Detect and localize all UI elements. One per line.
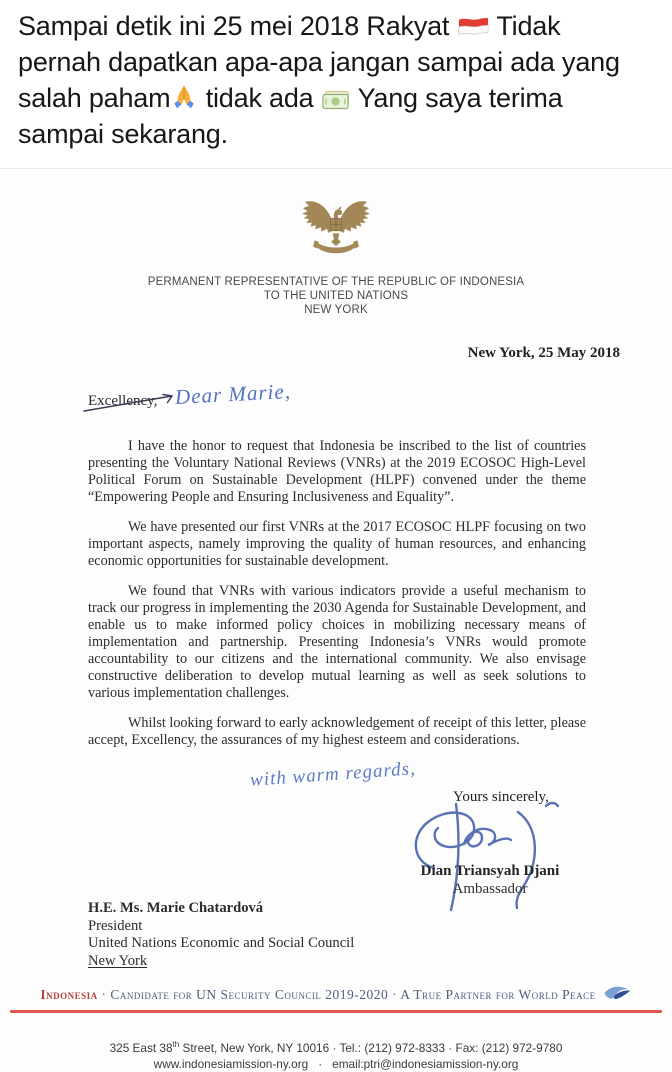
- dollar-banknote-icon: [321, 89, 351, 111]
- banner-slogan: · Candidate for UN Security Council 2019-2020 · A True Partner for World Peace: [97, 987, 596, 1003]
- caption-text: Yang saya terima: [350, 83, 563, 113]
- contact-line: [0, 1056, 672, 1072]
- closing-section: [0, 758, 672, 900]
- address-ordinal: th: [172, 1040, 180, 1050]
- letter-image[interactable]: [0, 168, 672, 1072]
- letterhead: [0, 275, 672, 317]
- paragraph-3: We found that VNRs with various indicators provide a useful mechanism to track our progress in implementing the 2030 Agenda for Sustainable Development, and enable us to make informed policy choices in mobilizing necessary means of implementation and partnership. Presenting Indonesia’s VNRs would promote accountability to our citizens and the international community. We also envisage constructive deliberation to develop mutual learning as well as seek solutions to various implementation challenges.: [88, 583, 586, 701]
- signer-name: Dian Triansyah Djani: [420, 863, 560, 879]
- garuda-emblem-icon: [298, 191, 374, 265]
- email-text: email:ptri@indonesiamission-ny.org: [332, 1057, 519, 1072]
- salutation-typed: [88, 393, 157, 410]
- letterhead-line-3: NEW YORK: [304, 304, 368, 316]
- address-line: [0, 1037, 672, 1056]
- caption-text: Tidak: [489, 11, 561, 41]
- caption-line-3: [18, 80, 658, 116]
- recipient-org: United Nations Economic and Social Council: [88, 935, 355, 952]
- signer-title: Ambassador: [452, 881, 528, 897]
- caption-text: pernah dapatkan apa-apa jangan sampai ada yang: [18, 47, 620, 77]
- caption-line-1: [18, 8, 658, 44]
- caption-text: Sampai detik ini 25 mei 2018 Rakyat: [18, 11, 457, 41]
- recipient-name: H.E. Ms. Marie Chatardová: [88, 900, 264, 916]
- caption-text: salah paham: [18, 83, 171, 113]
- paragraph-2: We have presented our first VNRs at the 2017 ECOSOC HLPF focusing on two important aspects, namely improving the quality of human resources, and enhancing economic opportunities for sustainable development.: [88, 519, 586, 569]
- recipient-city: New York: [88, 952, 148, 969]
- recipient-title: President: [88, 917, 143, 934]
- campaign-banner: [0, 985, 672, 1007]
- paragraph-4: Whilst looking forward to early acknowledgement of receipt of this letter, please accept, Excellency, the assurances of my highest esteem and considerations.: [88, 715, 587, 748]
- address-rest: Street, New York, NY 10016 · Tel.: (212) 972-8333 · Fax: (212) 972-9780: [179, 1041, 563, 1056]
- letterhead-line-2: TO THE UNITED NATIONS: [263, 290, 409, 302]
- closing-phrase: Yours sincerely,: [453, 789, 549, 805]
- footer-address: [0, 1037, 672, 1072]
- address-street: 325 East 38: [109, 1041, 173, 1056]
- paragraph-1: I have the honor to request that Indonesia be inscribed to the list of countries presenting the Voluntary National Reviews (VNRs) at the 2019 ECOSOC High-Level Political Forum on Sustainable Development (HLPF) convened under the theme “Empowering People and Ensuring Inclusiveness and Equality”.: [88, 438, 586, 505]
- dateline: New York, 25 May 2018: [467, 345, 620, 361]
- caption-text: sampai sekarang.: [18, 119, 228, 149]
- post-caption: [0, 0, 672, 152]
- website-text: www.indonesiamission-ny.org: [153, 1057, 309, 1072]
- signature-icon: [398, 798, 573, 926]
- folded-hands-icon: [170, 83, 198, 111]
- caption-line-4: [18, 116, 658, 152]
- handwritten-salutation: Dear Marie,: [174, 378, 292, 410]
- indonesia-flag-icon: [457, 14, 490, 39]
- letter-body: [88, 438, 586, 749]
- dove-icon: [602, 985, 632, 1007]
- banner-country: Indonesia: [40, 987, 98, 1003]
- letterhead-line-1: PERMANENT REPRESENTATIVE OF THE REPUBLIC OF INDONESIA: [147, 276, 525, 288]
- salutation-typed-text: Excellency,: [88, 393, 158, 409]
- handwritten-closing: with warm regards,: [249, 758, 417, 791]
- contact-separator: ·: [318, 1057, 323, 1072]
- caption-text: tidak ada: [198, 83, 321, 113]
- caption-line-2: [18, 44, 658, 80]
- footer-red-rule: [10, 1010, 662, 1013]
- recipient-block: [88, 900, 672, 970]
- salutation: [88, 378, 672, 422]
